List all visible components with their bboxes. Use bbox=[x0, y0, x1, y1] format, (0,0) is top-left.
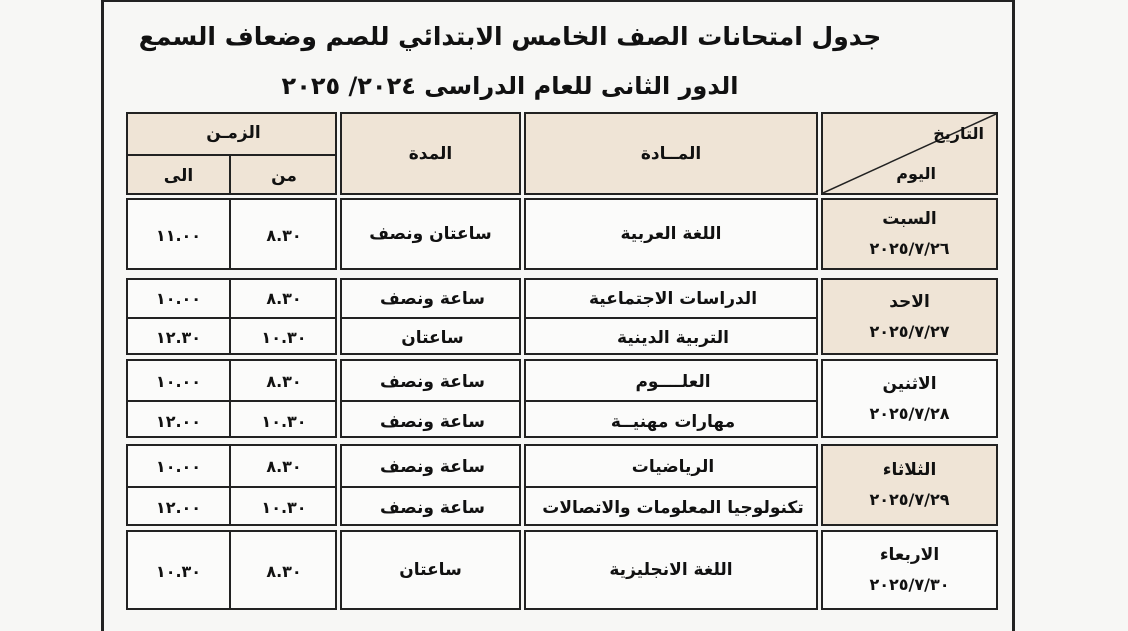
duration-text: ساعتان bbox=[401, 328, 464, 348]
header-subject bbox=[524, 112, 818, 195]
time-group bbox=[126, 530, 337, 610]
header-from: من bbox=[271, 166, 297, 186]
subject-cell bbox=[524, 530, 818, 610]
day-date: ٢٠٢٥/٧/٢٨ bbox=[869, 403, 950, 423]
subject-text: الدراسات الاجتماعية bbox=[588, 289, 758, 309]
subject-text: العلــــوم bbox=[635, 372, 711, 392]
header-duration bbox=[340, 112, 521, 195]
time-to: ١٢.٣٠ bbox=[155, 328, 202, 347]
duration-text: ساعة ونصف bbox=[380, 498, 485, 518]
subject-text: الرياضيات bbox=[631, 457, 715, 477]
header-duration-label: المدة bbox=[408, 143, 453, 164]
day-name: الاحد bbox=[889, 291, 930, 312]
day-name: الثلاثاء bbox=[882, 460, 937, 480]
header-time-group bbox=[126, 112, 337, 195]
subject-text: تكنولوجيا المعلومات والاتصالات bbox=[542, 498, 804, 518]
time-from: ٨.٣٠ bbox=[266, 562, 302, 581]
time-to: ١٠.٠٠ bbox=[155, 457, 202, 476]
subject-group bbox=[524, 278, 818, 355]
subject-group bbox=[524, 359, 818, 438]
day-date: ٢٠٢٥/٧/٢٦ bbox=[869, 239, 950, 258]
page-frame-left bbox=[101, 0, 104, 631]
header-time: الزمـن bbox=[206, 123, 261, 143]
duration-text: ساعة ونصف bbox=[380, 372, 485, 392]
day-cell bbox=[821, 278, 998, 355]
duration-text: ساعتان ونصف bbox=[369, 224, 492, 244]
time-from: ٨.٣٠ bbox=[266, 372, 302, 391]
header-day: اليوم bbox=[896, 164, 936, 183]
duration-text: ساعة ونصف bbox=[380, 412, 485, 432]
day-name: الاثنين bbox=[882, 373, 937, 394]
time-to: ١٠.٠٠ bbox=[155, 372, 202, 391]
day-cell bbox=[821, 198, 998, 270]
day-date: ٢٠٢٥/٧/٢٧ bbox=[869, 321, 950, 341]
time-to: ١١.٠٠ bbox=[155, 226, 202, 245]
subject-text: مهارات مهنيــة bbox=[610, 412, 736, 432]
page-frame-top bbox=[101, 0, 1015, 2]
page-title: جدول امتحانات الصف الخامس الابتدائي للصم وضعاف السمع bbox=[138, 22, 882, 51]
day-cell bbox=[821, 359, 998, 438]
subject-text: التربية الدينية bbox=[617, 328, 729, 348]
duration-cell bbox=[340, 530, 521, 610]
duration-group bbox=[340, 278, 521, 355]
time-group bbox=[126, 198, 337, 270]
duration-text: ساعتان bbox=[399, 560, 462, 580]
time-to: ١٠.٣٠ bbox=[155, 562, 202, 581]
subject-text: اللغة العربية bbox=[620, 224, 722, 244]
time-from: ٨.٣٠ bbox=[266, 226, 302, 245]
day-cell bbox=[821, 444, 998, 526]
page-subtitle: الدور الثانى للعام الدراسى ٢٠٢٤/ ٢٠٢٥ bbox=[281, 72, 739, 100]
duration-cell bbox=[340, 198, 521, 270]
time-from: ١٠.٣٠ bbox=[261, 412, 307, 431]
page-frame-right bbox=[1012, 0, 1015, 631]
day-name: الاربعاء bbox=[879, 545, 940, 565]
header-date: التاريخ bbox=[933, 124, 984, 143]
time-from: ٨.٣٠ bbox=[266, 457, 302, 476]
header-to: الى bbox=[163, 166, 194, 186]
duration-text: ساعة ونصف bbox=[380, 289, 485, 309]
subject-cell bbox=[524, 198, 818, 270]
duration-text: ساعة ونصف bbox=[380, 457, 485, 477]
time-group bbox=[126, 359, 337, 438]
time-from: ١٠.٣٠ bbox=[261, 328, 307, 347]
day-date: ٢٠٢٥/٧/٢٩ bbox=[869, 490, 950, 509]
header-date-day bbox=[821, 112, 998, 195]
time-from: ١٠.٣٠ bbox=[261, 498, 307, 517]
time-from: ٨.٣٠ bbox=[266, 289, 302, 308]
subject-text: اللغة الانجليزية bbox=[609, 560, 733, 580]
header-subject-label: المــادة bbox=[640, 143, 702, 164]
time-to: ١٢.٠٠ bbox=[155, 498, 202, 517]
duration-group bbox=[340, 444, 521, 526]
time-to: ١٢.٠٠ bbox=[155, 412, 202, 431]
duration-group bbox=[340, 359, 521, 438]
time-group bbox=[126, 444, 337, 526]
time-group bbox=[126, 278, 337, 355]
subject-group bbox=[524, 444, 818, 526]
day-date: ٢٠٢٥/٧/٣٠ bbox=[869, 575, 950, 594]
day-cell bbox=[821, 530, 998, 610]
time-to: ١٠.٠٠ bbox=[155, 289, 202, 308]
day-name: السبت bbox=[882, 209, 937, 229]
